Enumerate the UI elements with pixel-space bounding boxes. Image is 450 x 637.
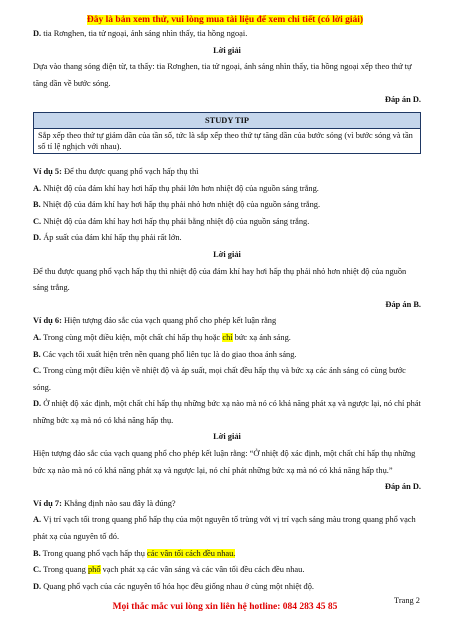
question-6: Ví dụ 6: Hiện tượng đảo sắc của vạch quang phổ cho phép kết luận rằng	[33, 316, 277, 326]
q5-option-d: D. Áp suất của đám khí hấp thụ phải rất lớn.	[33, 233, 182, 243]
study-tip-text: Sắp xếp theo thứ tự giảm dần của tần số, tức là sắp xếp theo thứ tự tăng dần của bước sóng (vì bước sóng và tần số tỉ lệ nghịch với nhau).	[38, 130, 413, 151]
highlight: phổ	[87, 565, 101, 575]
solution-heading: Lời giải	[213, 432, 241, 442]
question-7: Ví dụ 7: Khẳng định nào sau đây là đúng?	[33, 498, 176, 508]
study-tip-title: STUDY TIP	[34, 113, 420, 129]
document-body	[33, 26, 421, 595]
q6-option-a: A. Trong cùng một điều kiện, một chất chỉ hấp thụ hoặc chỉ bức xạ ánh sáng.	[33, 332, 291, 342]
solution-text: Để thu được quang phổ vạch hấp thụ thì nhiệt độ của đám khí hay hơi hấp thụ phải nhỏ hơn nhiệt độ của nguồn sáng trắng.	[33, 266, 407, 293]
q5-option-b: B. Nhiệt độ của đám khí hay hơi hấp thụ phải nhỏ hơn nhiệt độ của nguồn sáng trắng.	[33, 200, 321, 210]
q7-option-d: D. Quang phổ vạch của các nguyên tố hóa học đều giống nhau ở cùng một nhiệt độ.	[33, 581, 314, 591]
question-5: Ví dụ 5: Để thu được quang phổ vạch hấp thụ thì	[33, 166, 199, 176]
preview-banner-text: Đây là bản xem thử, vui lòng mua tài liệu để xem chi tiết (có lời giải)	[86, 15, 364, 25]
page-number: Trang 2	[394, 596, 420, 605]
solution-heading: Lời giải	[213, 249, 241, 259]
answer-line: Đáp án D.	[384, 482, 421, 492]
q6-option-b: B. Các vạch tối xuất hiện trên nền quang phổ liên tục là do giao thoa ánh sáng.	[33, 349, 297, 359]
q6-option-d: D. Ở nhiệt độ xác định, một chất chỉ hấp thụ những bức xạ nào mà nó có khả năng phát xạ và ngược lại, nó chỉ phát những bức xạ mà nó có khả năng hấp thụ.	[33, 399, 421, 425]
q5-option-c: C. Nhiệt độ của đám khí hay hơi hấp thụ phải bằng nhiệt độ của nguồn sáng trắng.	[33, 216, 310, 226]
answer-line: Đáp án D.	[384, 95, 421, 105]
solution-text: Dựa vào thang sóng điện từ, ta thấy: tia Rơnghen, tia tử ngoại, ánh sáng nhìn thấy, tia hồng ngoại xếp theo thứ tự tăng dần về bước sóng.	[33, 62, 412, 88]
solution-heading: Lời giải	[213, 45, 241, 55]
preview-banner	[0, 9, 450, 27]
q5-option-a: A. Nhiệt độ của đám khí hay hơi hấp thụ phải lớn hơn nhiệt độ của nguồn sáng trắng.	[33, 183, 319, 193]
q7-option-c: C. Trong quang phổ vạch phát xạ các vân sáng và các vân tối đều cách đều nhau.	[33, 565, 305, 575]
highlight: chỉ	[222, 332, 233, 342]
prev-option-d: D. tia Rơnghen, tia tử ngoại, ánh sáng nhìn thấy, tia hồng ngoại.	[33, 29, 248, 38]
solution-text: Hiện tượng đảo sắc của vạch quang phổ cho phép kết luận rằng: “Ở nhiệt độ xác định, một chất chỉ hấp thụ những bức xạ nào mà nó có khả năng phát xạ và ngược lại, nó chỉ phát những bức xạ mà nó có khả năng hấp thụ.”	[33, 449, 416, 475]
q6-option-c: C. Trong cùng một điều kiện về nhiệt độ và áp suất, mọi chất đều hấp thụ và bức xạ các ánh sáng có cùng bước sóng.	[33, 366, 406, 392]
hotline-footer: Mọi thắc mắc vui lòng xin liên hệ hotline: 084 283 45 85	[112, 602, 338, 612]
q7-option-b: B. Trong quang phổ vạch hấp thụ các vân tối cách đều nhau.	[33, 548, 236, 558]
answer-line: Đáp án B.	[385, 299, 421, 309]
highlight: các vân tối cách đều nhau.	[147, 548, 236, 558]
study-tip-box	[33, 112, 421, 154]
q7-option-a: A. Vị trí vạch tối trong quang phổ hấp thụ của một nguyên tố trùng với vị trí vạch sáng màu trong quang phổ vạch phát xạ của nguyên tố đó.	[33, 515, 416, 542]
